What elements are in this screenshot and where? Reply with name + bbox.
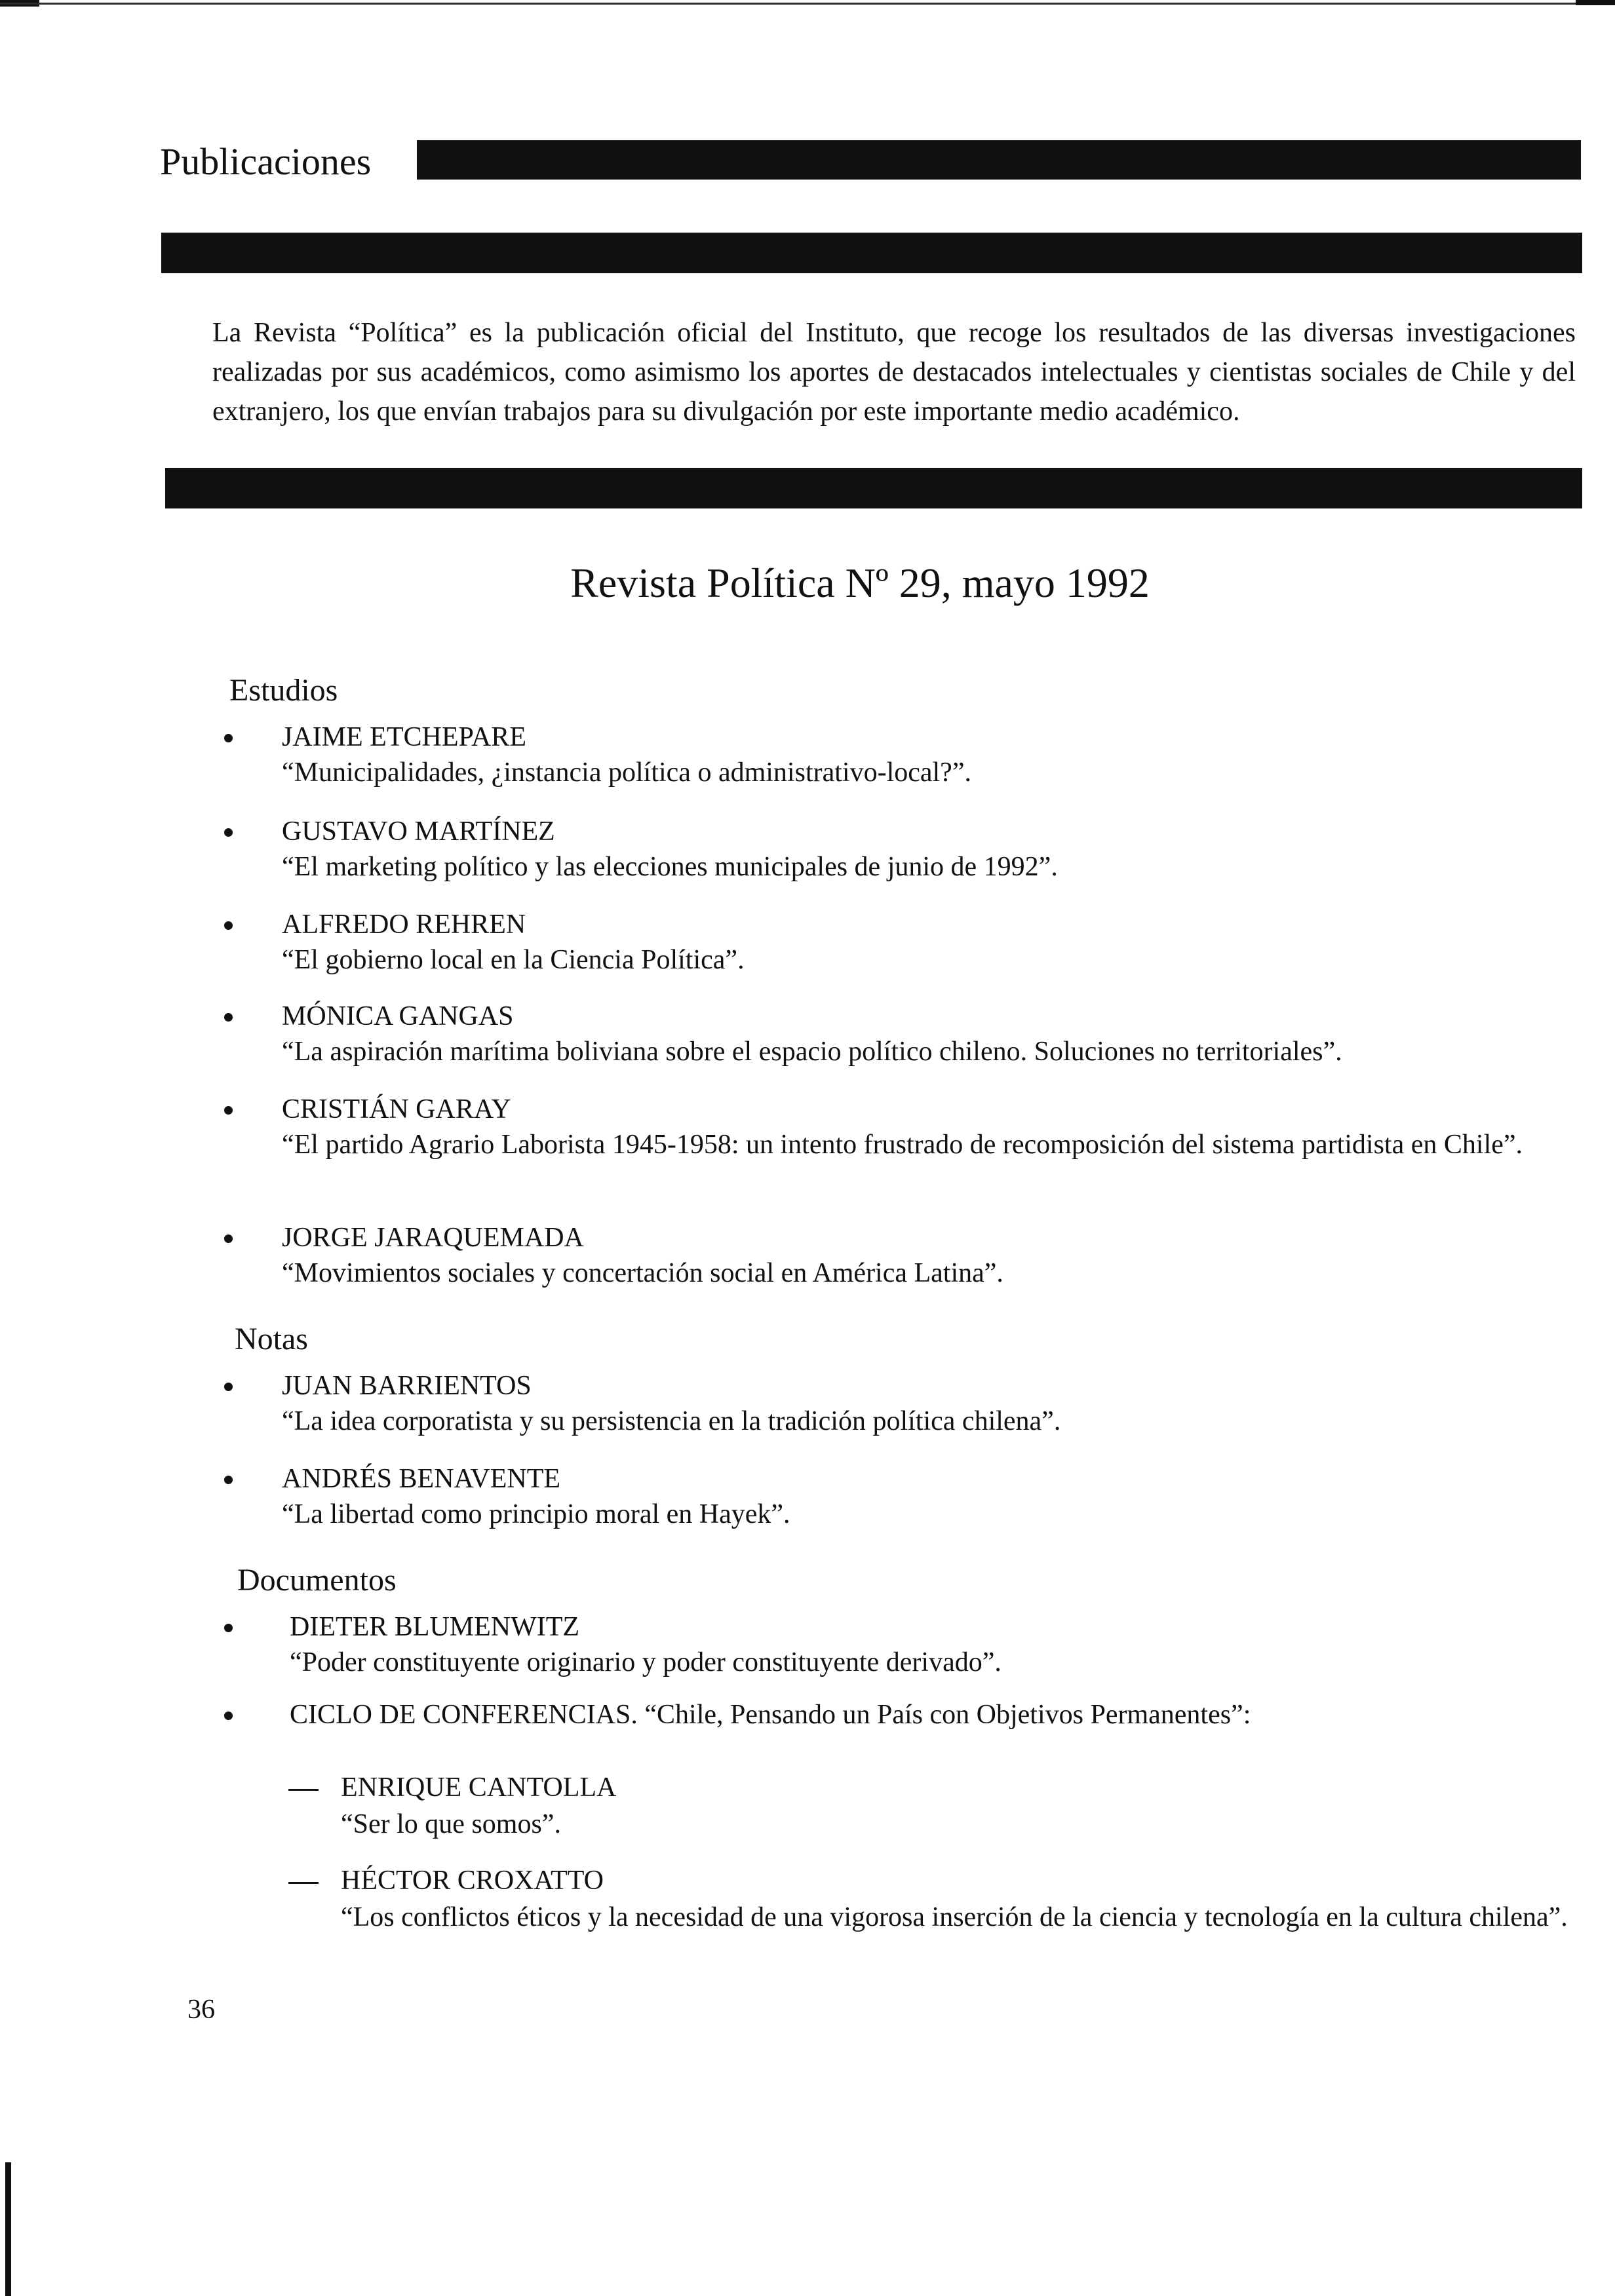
list-item [224,1092,1581,1162]
sub-list-item [288,1769,1580,1843]
entry-title: “La libertad como principio moral en Hayek”. [282,1499,790,1529]
intro-paragraph: La Revista “Política” es la publicación oficial del Instituto, que recoge los resultados de las diversas investigaciones realizadas por sus académicos, como asimismo los aportes de destacados intelectuales y cientistas sociales de Chile y del extranjero, los que envían trabajos para su divulgación por este importante medio académico. [212,318,1576,427]
entry-author: ENRIQUE CANTOLLA [341,1772,617,1803]
entry-title: “La aspiración marítima boliviana sobre el espacio político chileno. Soluciones no territoriales”. [282,1037,1342,1067]
bullet-icon [224,1712,233,1720]
list-item [224,814,1581,885]
list-item [224,1461,1581,1532]
entry-title: “El marketing político y las elecciones municipales de junio de 1992”. [282,852,1058,882]
list-item [224,999,1581,1069]
bullet-icon [224,734,233,742]
entry-author: CICLO DE CONFERENCIAS. “Chile, Pensando un País con Objetivos Permanentes”: [290,1700,1251,1730]
bullet-icon [224,1013,233,1022]
entry-title: “Ser lo que somos”. [341,1809,561,1839]
bullet-icon [224,1624,233,1632]
scan-edge-mark-right [1576,0,1615,5]
scan-edge-line [0,3,1615,5]
entry-title: “La idea corporatista y su persistencia en la tradición política chilena”. [282,1406,1061,1436]
scan-edge-mark-bottom [5,2162,11,2296]
page-number: 36 [187,1995,215,2025]
section-rule-top [161,233,1582,273]
list-item [224,1697,1581,1732]
dash-icon [288,1882,319,1884]
list-item [224,719,1581,790]
bullet-icon [224,1383,233,1391]
page-header-title: Publicaciones [160,140,372,183]
entry-title: “Movimientos sociales y concertación social en América Latina”. [282,1258,1003,1288]
list-item [224,1220,1581,1291]
entry-author: ALFREDO REHREN [282,909,526,940]
entry-title: “El partido Agrario Laborista 1945-1958: un intento frustrado de recomposición del sistema partidista en Chile”. [282,1130,1523,1160]
section-rule-bottom [165,468,1582,508]
list-item [224,1609,1581,1680]
bullet-icon [224,1106,233,1115]
bullet-icon [224,828,233,837]
bullet-icon [224,921,233,930]
issue-title: Revista Política Nº 29, mayo 1992 [570,560,1150,606]
entry-title: “El gobierno local en la Ciencia Política”. [282,945,745,975]
sub-list-item [288,1862,1580,1936]
section-heading-documentos: Documentos [237,1563,397,1598]
entry-author: JORGE JARAQUEMADA [282,1223,584,1253]
entry-author: DIETER BLUMENWITZ [290,1612,580,1642]
bullet-icon [224,1234,233,1243]
entry-author: MÓNICA GANGAS [282,1001,514,1031]
entry-author: GUSTAVO MARTÍNEZ [282,816,555,847]
entry-author: JUAN BARRIENTOS [282,1371,532,1401]
section-heading-notas: Notas [235,1322,308,1356]
entry-author: ANDRÉS BENAVENTE [282,1464,561,1494]
section-heading-estudios: Estudios [229,673,338,708]
entry-title: “Municipalidades, ¿instancia política o administrativo-local?”. [282,757,971,788]
entry-title: “Poder constituyente originario y poder constituyente derivado”. [290,1647,1002,1677]
header-rule [417,140,1581,180]
entry-author: CRISTIÁN GARAY [282,1094,511,1124]
list-item [224,1368,1581,1439]
entry-author: HÉCTOR CROXATTO [341,1866,604,1896]
bullet-icon [224,1476,233,1484]
entry-author: JAIME ETCHEPARE [282,722,526,752]
dash-icon [288,1789,319,1791]
entry-title: “Los conflictos éticos y la necesidad de una vigorosa inserción de la ciencia y tecnología en la cultura chilena”. [341,1902,1568,1932]
list-item [224,907,1581,978]
